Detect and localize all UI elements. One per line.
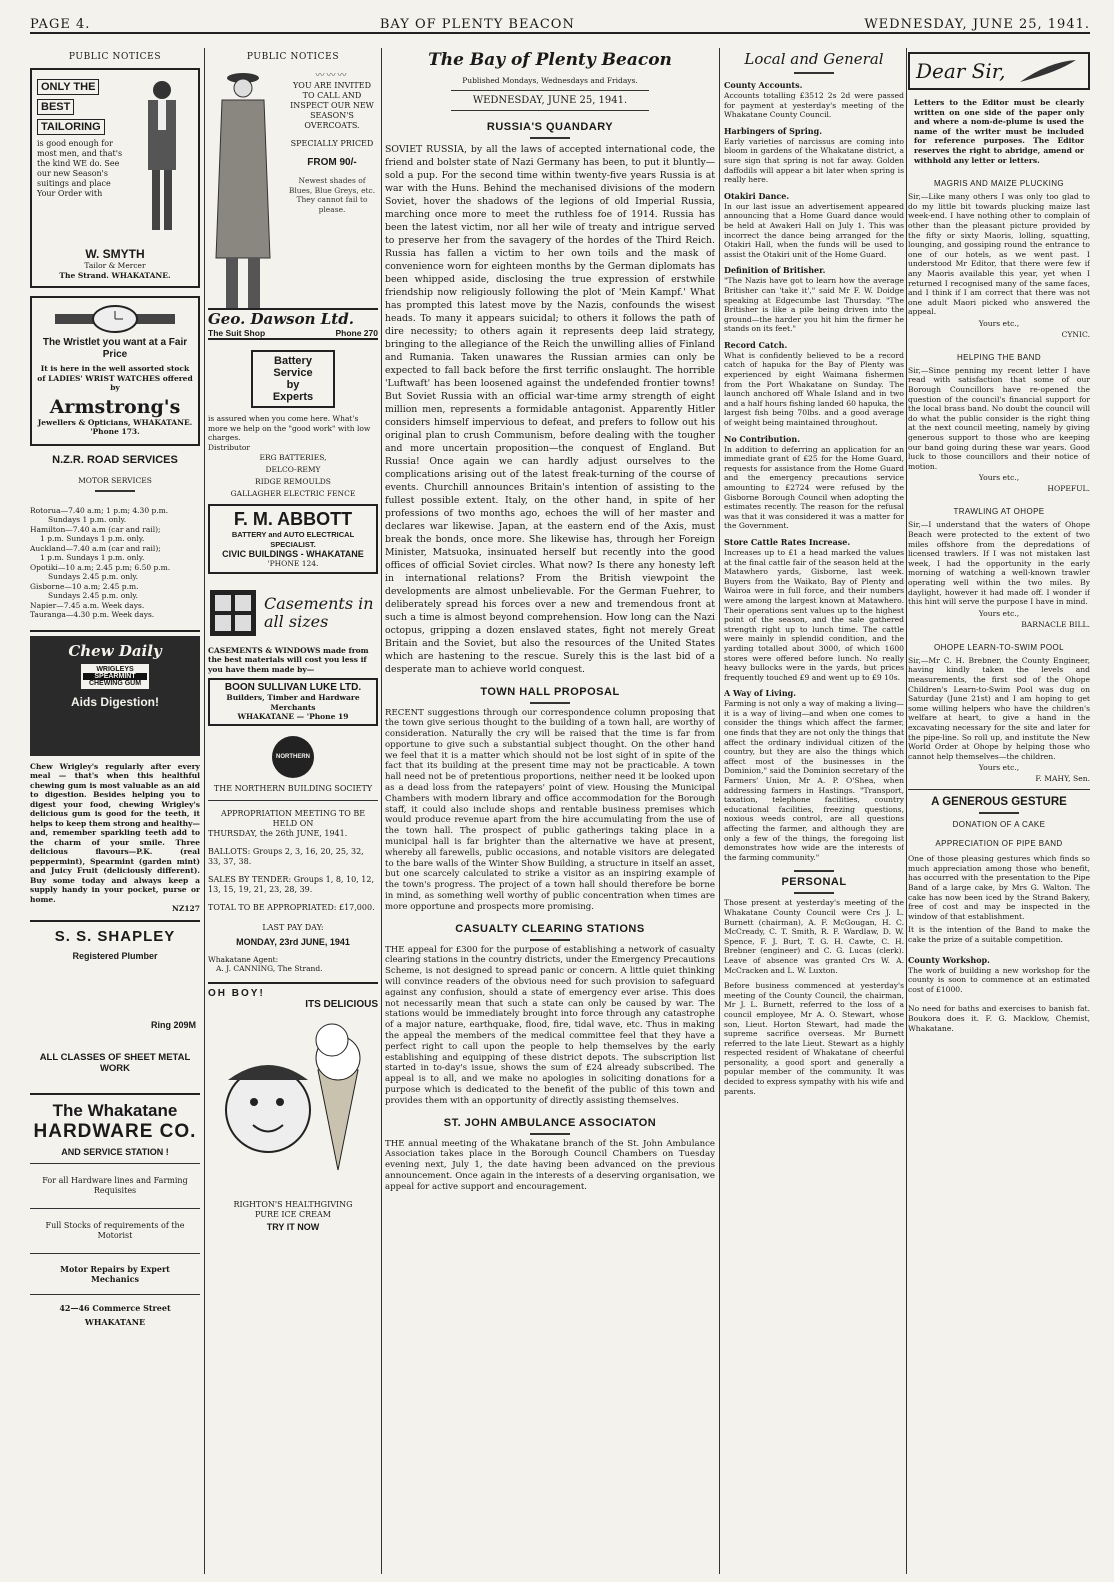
shapley-phone: Ring 209M bbox=[150, 1019, 196, 1030]
timetable-line: Hamilton—7.40 a.m (car and rail); bbox=[30, 524, 161, 534]
letter-body: Sir,—Since penning my recent letter I have read with satisfaction that some of our Borough Councillors have re-opened the question of the council's financial support for the local brass band. No doubt the council will do what the public consider is the right thing at the next council meeting, namely by giving generous support to those who are keeping our band going during these war years. Good luck to those councillors and their notice of motion. bbox=[908, 365, 1090, 471]
wrigley-headline: Chew Daily bbox=[68, 641, 162, 660]
divider bbox=[530, 137, 570, 139]
column-1 bbox=[30, 48, 200, 1574]
dawson-price: FROM 90/- bbox=[307, 157, 357, 168]
article-body: THE appeal for £300 for the purpose of establishing a network of casualty clearing stations in the country districts, under the Emergency Precautions Scheme, is not designed to spread panic or concern. A little quiet thinking will convince readers of the obvious need for such provision to safeguard against any confusion, should a state of emergency ever arise. This does not necessarily mean that such a state can only be caused by war. The stations would be immediately brought into force through any catastrophe of a major nature, earthquake, flood, fire, tidal wave, etc. Thus in making the appeal the members of the medical committee feel that they have a perfect right to call upon the people to help themselves by the early establishing and equipping of these district depots. The subscription list started in to-day's issue, shows the sum of £24 already subscribed. The appeal is to all, and we make no apologies in soliciting donations for a purpose which is dedicated to the benefit of the public of this town and provides them with an opportunity of directly assisting themselves. bbox=[385, 944, 715, 1106]
oh-boy: OH BOY! bbox=[208, 987, 265, 999]
divider bbox=[530, 939, 570, 941]
news-body: Early varieties of narcissus are coming into bloom in gardens of the Whakatane district, a sure sign that spring is not far away. Golden daffodils will appear a bit later when spring is really here. bbox=[724, 136, 904, 185]
hardware-town: WHAKATANE bbox=[84, 1316, 146, 1327]
dawson-advert: 〰〰〰 YOU ARE INVITED TO CALL AND INSPECT OUR NEW SEASON'S OVERCOATS. SPECIALLY PRICED FROM 90/- Newest shades of Blues, Blue Greys, etc. They cannot fail to please. Geo. Dawson Ltd. The Suit Shop Phone 270 bbox=[208, 68, 378, 338]
abbott-phone: 'PHONE 124. bbox=[267, 559, 319, 568]
article-heading: CASUALTY CLEARING STATIONS bbox=[455, 922, 645, 935]
wrigley-code: NZ127 bbox=[172, 904, 200, 913]
letter-signature: HOPEFUL. bbox=[1047, 484, 1090, 494]
news-heading: A Way of Living. bbox=[724, 688, 797, 699]
column-3-editorial bbox=[385, 48, 715, 1574]
shapley-role: Registered Plumber bbox=[72, 950, 158, 961]
dear-sir-text: Dear Sir, bbox=[916, 59, 1006, 83]
battery-service-box bbox=[251, 350, 335, 408]
ice-line-1: RIGHTON'S HEALTHGIVING bbox=[233, 1199, 353, 1209]
divider bbox=[30, 1294, 200, 1295]
divider bbox=[908, 789, 1090, 790]
article-body: SOVIET RUSSIA, by all the laws of accepted international code, the friend and bolster state of Nazi Germany has been, to put it bluntly—sold a pup. For the second time within twenty-five years Russia is at war with the Huns. Behind the mechanised divisions of the modern Soviet, hover the shadows of the legions of old Imperial Russia, marching once more to meet the ruthless foe of 1914. Russia has been the latest victim, nor all her wile of treaty and intrigue served to preserve her from the savagery of the hordes of the Third Reich. Russia has fallen a victim to her own toils and the mask of convenience worn for eighteen months by the German diplomats has been whipped aside, disclosing the true expression of erstwhile friendship now religiously following the plot of 'Mein Kampf.' What has prompted this latest move by the Nazis, confounds the wisest heads. To many it appears suicidal; to others it follows the path of dire necessity; to others again it represents deep laid strategy, bringing to the allegiance of the Reich the unwilling allies of Finland and Rumania. Taken unawares the Russian armies can only be expected to fall back before the first terrific onslaught. The horrible 'Luftwaft' has been loosened against the undefended frontier towns! But Soviet Russia with an official war-time army strength of eight million men, represents a formidable antagonist. Apparently Hitler considers himself impervious to defeat, and prefers to follow out his original plan to crush Communism, before dealing with the tougher and more uncertain proposition—the conquest of England. But Russia! Once again we can hardly adjust ourselves to the complications arising out of the latest freak-turning of the course of events. Churchill announces Britain's intention of assisting to the fullest possible extent. Italy, on the other hand, in spite of her professions of two months ago, echoes the will of her master and declares war likewise. Japan, at the eastern end of the Axis, must break the bonds, once more. She likewise has, through her Foreign Minister, Matsuoka, insinuated herself but recently into the good offices of official Soviet circles. What now? Is there any honesty left in international relations? From the British viewpoint the developments are almost unbelievable. For the German Fuehrer, to deliberately spread his forces over a new and tremendous front at such a time is almost beyond comprehension. How long can the Nazi octopus, gripping a dozen enslaved states, fight not merely Great Britain and the Soviet, but also the resources of the United States which are hastening to the rescue. Surely this is the last bid of a desperate man to achieve world conquest. bbox=[385, 143, 715, 675]
editorial-date: WEDNESDAY, JUNE 25, 1941. bbox=[472, 94, 628, 106]
divider bbox=[530, 702, 570, 704]
smyth-line-1: ONLY THE bbox=[37, 79, 99, 95]
by-word: by bbox=[286, 379, 300, 391]
news-body: Increases up to £1 a head marked the values at the final cattle fair of the season held at the Matawhero yards, Gisborne, last week. Buyers from the Waikato, Bay of Plenty and Wairoa were in full force, and their numbers were among the largest known at Matawhero. Their operations sent values up to the highest point of the season, and the sale gathered strength right up to lunch time. The cattle were mainly in splendid condition, and the yarding totalled about 3000, of which 1600 stores were offered before lunch. No really heavy bullocks were in the yards, but prices frequently touched £9 and went up to £9 10s. bbox=[724, 547, 904, 682]
wrigley-starburst bbox=[30, 636, 200, 756]
hardware-advert bbox=[30, 1093, 200, 1327]
armstrong-advert bbox=[30, 296, 200, 446]
news-heading: Harbingers of Spring. bbox=[724, 125, 822, 136]
divider bbox=[979, 812, 1019, 814]
nzr-title: N.Z.R. ROAD SERVICES bbox=[52, 454, 178, 466]
boon-advert bbox=[208, 584, 378, 726]
smyth-advert bbox=[30, 68, 200, 288]
shapley-advert bbox=[30, 920, 200, 1093]
abbott-address: CIVIC BUILDINGS - WHAKATANE bbox=[222, 549, 364, 559]
section-label: PUBLIC NOTICES bbox=[68, 52, 162, 62]
letter-signature: F. MAHY, Sen. bbox=[1035, 774, 1090, 784]
abbott-body: is assured when you come here. What's more we help on the "good work" with low charges. bbox=[208, 414, 371, 442]
divider bbox=[794, 72, 834, 74]
abbott-distributor: Distributor bbox=[208, 442, 251, 452]
article-body: THE annual meeting of the Whakatane branch of the St. John Ambulance Association takes place in the Borough Council Chambers on Tuesday evening next, July 1, the date having been advanced on the previous announcement. Once again in the interests of a deserving organisation, we appeal for active support and encouragement. bbox=[385, 1138, 715, 1192]
shapley-name: S. S. SHAPLEY bbox=[54, 927, 176, 945]
news-body: In our last issue an advertisement appeared announcing that a Home Guard dance would be held at Awakeri Hall on July 1. This was incorrect the dance being arranged for the Otakiri Hall, when the funds will be used to assist the Otakiri unit of the Home Guard. bbox=[724, 201, 904, 259]
dawson-phone: Phone 270 bbox=[335, 328, 378, 338]
quill-pen-icon bbox=[1018, 58, 1078, 84]
paper-name: BAY OF PLENTY BEACON bbox=[379, 17, 575, 32]
local-general-title: Local and General bbox=[744, 50, 884, 68]
timetable-line: Sundays 2.45 p.m. only. bbox=[48, 591, 139, 600]
column-rule bbox=[204, 48, 205, 1574]
gesture-subheading: DONATION OF A CAKE bbox=[952, 820, 1046, 830]
letter-heading: MAGRIS AND MAIZE PLUCKING bbox=[933, 179, 1065, 189]
ice-line-2: PURE ICE CREAM bbox=[254, 1209, 331, 1219]
gum-type: CHEWING GUM bbox=[88, 679, 142, 687]
boon-script: Casements in all sizes bbox=[264, 593, 374, 631]
smyth-line-3: TAILORING bbox=[37, 119, 105, 135]
tender-groups: SALES BY TENDER: Groups 1, 8, 10, 12, 13, 15, 19, 21, 23, 28, 39. bbox=[208, 874, 374, 894]
letter-heading: TRAWLING AT OHOPE bbox=[953, 507, 1045, 517]
page-header bbox=[30, 8, 1090, 34]
meeting-date: THURSDAY, the 26th JUNE, 1941. bbox=[208, 828, 348, 838]
boon-name: BOON SULLIVAN LUKE LTD. bbox=[224, 682, 362, 693]
letter-body: Sir,—Mr C. H. Brebner, the County Engineer, having kindly taken the levels and measurements, the first sod of the Ohope Children's Learn-to-Swim Pool was dug on Saturday (June 21st) and I am hoping to get some willing helpers who have the children's welfare at heart, to give a hand in the excavating necessary for the site and later for the pipe-line. So roll up, and institute the New World Order at Ohope by helping those who cannot help themselves—the children. bbox=[908, 655, 1090, 761]
service-word: Service bbox=[273, 367, 313, 379]
armstrong-name: Armstrong's bbox=[49, 395, 181, 418]
last-pay-day-date: MONDAY, 23rd JUNE, 1941 bbox=[236, 936, 350, 947]
timetable-line: Gisborne—10 a.m; 2.45 p.m. bbox=[30, 581, 139, 591]
news-heading: No Contribution. bbox=[724, 433, 800, 444]
letter-closing: Yours etc., bbox=[978, 473, 1020, 483]
total-appropriated: TOTAL TO BE APPROPRIATED: £17,000. bbox=[208, 902, 375, 912]
experts-word: Experts bbox=[272, 391, 314, 403]
agent-label: Whakatane Agent: bbox=[208, 954, 279, 964]
news-heading: Otakiri Dance. bbox=[724, 190, 790, 201]
letter-heading: OHOPE LEARN-TO-SWIM POOL bbox=[934, 642, 1064, 652]
divider bbox=[208, 800, 378, 801]
issue-date: WEDNESDAY, JUNE 25, 1941. bbox=[864, 17, 1090, 32]
personal-heading: PERSONAL bbox=[781, 876, 847, 889]
workshop-body: The work of building a new workshop for the county is soon to commence at an estimated cost of £1000. bbox=[908, 965, 1090, 994]
ballot-groups: BALLOTS: Groups 2, 3, 16, 20, 25, 32, 33, 37, 38. bbox=[208, 846, 364, 866]
news-heading: Definition of Britisher. bbox=[724, 265, 826, 276]
hardware-point-3: Motor Repairs by Expert Mechanics bbox=[60, 1263, 170, 1284]
divider bbox=[794, 892, 834, 894]
divider bbox=[95, 490, 135, 492]
personal-body: Before business commenced at yesterday's meeting of the County Council, the chairman, Mr J. L. Burnett, referred to the loss of a council employee, Mr A. O. Stewart, whose son, Lieut. Horton Stewart, had made the supreme sacrifice overseas. Mr Burnett referred to the late Lieut. Stewart as a highly respected resident of Whakatane of cheerful personality, a good sport and generally a popular member of the community. It was decided to express sympathy with his wife and parents. bbox=[724, 981, 904, 1096]
smyth-body: is good enough for most men, and that's the kind WE do. See our new Season's suitings and place Your Order with bbox=[37, 139, 123, 198]
divider bbox=[530, 1133, 570, 1135]
gesture-subheading: APPRECIATION OF PIPE BAND bbox=[935, 839, 1063, 849]
armstrong-headline: The Wristlet you want at a Fair Price bbox=[42, 337, 188, 360]
nzr-road-services bbox=[30, 454, 200, 620]
agent-name: A. J. CANNING, The Strand. bbox=[216, 964, 323, 973]
timetable-line: Tauranga—4.30 p.m. Week days. bbox=[30, 610, 155, 619]
battery-word: Battery bbox=[274, 355, 312, 367]
shapley-footer: ALL CLASSES OF SHEET METAL WORK bbox=[39, 1051, 191, 1074]
timetable-line: Sundays 2.45 p.m. only. bbox=[48, 572, 139, 581]
abbott-products bbox=[208, 452, 378, 500]
last-pay-day-label: LAST PAY DAY: bbox=[262, 922, 324, 932]
letter-closing: Yours etc., bbox=[978, 318, 1020, 328]
letter-body: Sir,—I understand that the waters of Ohope Beach were protected to the extent of two miles offshore from the depredations of licensed trawlers. If I was not mistaken last week, I had the opportunity in the early morning of watching a well-known trawler operating well within the two miles. By daylight, however it had made off. I wonder if this hint will serve the purpose I have in mind. bbox=[908, 520, 1090, 607]
boukora-notice: No need for baths and exercises to banish fat. Boukora does it. F. G. Macklow, Chemist, Whakatane. bbox=[908, 1004, 1090, 1033]
northern-logo: NORTHERN bbox=[272, 736, 314, 778]
dawson-special: SPECIALLY PRICED bbox=[290, 139, 374, 148]
hardware-title-1: The Whakatane bbox=[52, 1100, 178, 1120]
column-5-letters bbox=[908, 48, 1090, 1574]
gum-brand: WRIGLEYS bbox=[96, 665, 134, 673]
tailored-man-illustration bbox=[132, 76, 192, 236]
gum-flavour: SPEARMINT bbox=[83, 673, 147, 680]
smyth-line-2: BEST bbox=[37, 99, 74, 115]
news-body: In addition to deferring an application for an immediate grant of £25 for the Home Guard, requests for assistance from the Home Guard and the emergency precautions service amounting to £2724 were refused by the Gisborne Borough Council when adopting the estimates recently. The reason for the refusal was that it was considered it was a matter for the Government. bbox=[724, 444, 904, 531]
boon-body: CASEMENTS & WINDOWS made from the best materials will cost you less if you have them made by— bbox=[208, 645, 369, 674]
news-heading: Store Cattle Rates Increase. bbox=[724, 536, 851, 547]
divider bbox=[30, 1253, 200, 1254]
hardware-point-2: Full Stocks of requirements of the Motorist bbox=[45, 1220, 185, 1240]
timetable-line: 1 p.m. Sundays 1 p.m. only. bbox=[40, 553, 145, 562]
gum-packet-icon bbox=[81, 664, 149, 689]
section-label: PUBLIC NOTICES bbox=[246, 52, 340, 62]
product-item: ERG BATTERIES, bbox=[259, 453, 327, 462]
smyth-address: The Strand. WHAKATANE. bbox=[59, 270, 171, 280]
timetable-line: Auckland—7.40 a.m (car and rail); bbox=[30, 543, 161, 553]
smyth-role: Tailor & Mercer bbox=[84, 261, 146, 270]
armstrong-body: It is here in the well assorted stock of LADIES' WRIST WATCHES offered by bbox=[37, 364, 193, 392]
hardware-subtitle: AND SERVICE STATION ! bbox=[61, 1146, 169, 1157]
product-item: DELCO-REMY bbox=[265, 465, 321, 474]
timetable-line: Opotiki—10 a.m; 2.45 p.m; 6.50 p.m. bbox=[30, 562, 171, 572]
masthead-title: The Bay of Plenty Beacon bbox=[428, 50, 672, 70]
dear-sir-banner bbox=[908, 52, 1090, 90]
meeting-notice: APPROPRIATION MEETING TO BE HELD ON bbox=[220, 808, 366, 828]
divider bbox=[30, 1208, 200, 1209]
dawson-name: Geo. Dawson Ltd. bbox=[208, 310, 354, 328]
letter-closing: Yours etc., bbox=[978, 608, 1020, 618]
divider bbox=[451, 90, 649, 91]
abbott-nameplate bbox=[208, 504, 378, 574]
hardware-title-2: HARDWARE CO. bbox=[33, 1120, 197, 1142]
dawson-shop: The Suit Shop bbox=[208, 328, 266, 338]
northern-building-society-notice bbox=[208, 736, 378, 974]
nzr-timetable bbox=[30, 506, 200, 620]
letter-signature: CYNIC. bbox=[1061, 329, 1090, 339]
ice-cream-advert bbox=[208, 982, 378, 1232]
smyth-name: W. SMYTH bbox=[85, 247, 145, 261]
window-icon bbox=[208, 588, 258, 638]
column-4-local-news bbox=[724, 48, 904, 1574]
wrigley-tagline: Aids Digestion! bbox=[70, 694, 159, 709]
gesture-body: It is the intention of the Band to make the cake the prize of a suitable competition. bbox=[908, 925, 1090, 945]
letters-editor-note: Letters to the Editor must be clearly written on one side of the paper only and where a nom-de-plume is used the name of the writer must be included for reference purposes. The Editor reserves the right to abridge, amend or withhold any letter or letters. bbox=[914, 98, 1084, 165]
boon-nameplate bbox=[208, 678, 378, 726]
gesture-heading: A GENEROUS GESTURE bbox=[931, 796, 1067, 809]
news-body: Farming is not only a way of making a living—it is a way of living—and when one comes to consider the things which affect the farmer, one finds that they are not only the things that affect the ordinary individual citizen of the country, but they are also the things which affect most of the businesses in the Dominion," said the Dominion secretary of the Farmers' Union, Mr A. P. O'Shea, when addressing farmers in Hastings. "Transport, taxation, telephone facilities, country educational facilities, freezing questions, noxious weeds control, are all questions affecting the farmer, and although they are only a few of the things, the foregoing list demonstrates how wide are the interests of the farming community." bbox=[724, 699, 904, 862]
timetable-line: Rotorua—7.40 a.m; 1 p.m; 4.30 p.m. bbox=[30, 505, 169, 515]
timetable-line: Napier—7.45 a.m. Week days. bbox=[30, 600, 145, 610]
letter-heading: HELPING THE BAND bbox=[956, 352, 1042, 362]
abbott-name: F. M. ABBOTT bbox=[233, 509, 353, 529]
boon-phone: WHAKATANE — 'Phone 19 bbox=[237, 712, 349, 721]
news-heading: County Accounts. bbox=[724, 80, 803, 90]
news-body: What is confidently believed to be a record catch of hapuka for the Bay of Plenty was experienced by eight Waimana fishermen from the Port Whakatane on Sunday. The launch anchored off Whale Island and in two and a half hours fishing landed 60 hapuka, the largest fish being 70lbs. and a good average of weight being maintained throughout. bbox=[724, 350, 904, 428]
news-body: Accounts totalling £3512 2s 2d were passed for payment at yesterday's meeting of the Whakatane County Council. bbox=[724, 91, 904, 120]
product-item: GALLAGHER ELECTRIC FENCE bbox=[230, 489, 356, 498]
abbott-specialist: BATTERY and AUTO ELECTRICAL SPECIALIST. bbox=[231, 530, 355, 549]
letter-closing: Yours etc., bbox=[978, 763, 1020, 773]
letter-signature: BARNACLE BILL. bbox=[1021, 619, 1090, 629]
abbott-advert bbox=[208, 338, 378, 574]
page-number: PAGE 4. bbox=[30, 17, 91, 32]
column-rule bbox=[719, 48, 720, 1574]
product-item: RIDGE REMOULDS bbox=[255, 477, 331, 486]
nzr-subtitle: MOTOR SERVICES bbox=[78, 476, 152, 485]
workshop-heading: County Workshop. bbox=[908, 954, 990, 965]
northern-title: THE NORTHERN BUILDING SOCIETY bbox=[213, 783, 373, 793]
dawson-shades: Newest shades of Blues, Blue Greys, etc. They cannot fail to please. bbox=[288, 176, 376, 214]
article-heading: RUSSIA'S QUANDARY bbox=[486, 120, 614, 133]
article-heading: TOWN HALL PROPOSAL bbox=[480, 685, 620, 698]
armstrong-footer: Jewellers & Opticians, WHAKATANE. 'Phone 173. bbox=[37, 417, 193, 436]
dawson-invitation: YOU ARE INVITED TO CALL AND INSPECT OUR NEW SEASON'S OVERCOATS. bbox=[290, 81, 374, 130]
wristwatch-icon bbox=[55, 305, 175, 333]
news-heading: Record Catch. bbox=[724, 339, 788, 350]
column-rule bbox=[906, 48, 907, 1574]
divider bbox=[30, 1163, 200, 1164]
gesture-body: One of those pleasing gestures which finds so much appreciation among those who benefit, has occurred with the presentation to the Pipe Band of a large cake, by Mrs G. Walton. The cake has now been iced by the Strand Bakery, free of cost and may be inspected in the window of that establishment. bbox=[908, 854, 1090, 921]
boon-trade: Builders, Timber and Hardware Merchants bbox=[226, 693, 360, 712]
child-ice-cream-illustration bbox=[208, 1010, 378, 1200]
letter-body: Sir,—Like many others I was only too glad to do my little bit towards plucking maize last week-end. I have nothing other to complain of other than the pleasant picture provided by the fifty or sixty Maoris, lolling, squatting, lounging, and gossiping round the entrance to one of our hotels, as we went past. I understood Mr Editor, that there were few if any Maoris available this year, yet when I returned I recognised many of the same faces, and I think if I am correct that there was not one adult Maori picked who answered the appeal. bbox=[908, 192, 1090, 317]
divider bbox=[794, 870, 834, 872]
timetable-line: 1 p.m. Sundays 1 p.m. only. bbox=[40, 534, 145, 543]
column-2 bbox=[208, 48, 378, 1574]
article-heading: ST. JOHN AMBULANCE ASSOCIATON bbox=[443, 1116, 657, 1129]
wrigley-advert bbox=[30, 630, 200, 914]
divider bbox=[451, 110, 649, 111]
its-delicious: ITS DELICIOUS bbox=[305, 998, 378, 1010]
hardware-address: 42—46 Commerce Street bbox=[59, 1302, 171, 1313]
personal-body: Those present at yesterday's meeting of the Whakatane County Council were Crs J. L. Burnett (chairman), A. F. McGougan, H. C. McCready, C. T. Smith, R. F. Wardlaw, D. W. Spence, F. J. Burt, T. G. H. Cawte, C. H. Brebner (engineer) and C. G. Lucas (clerk). Leave of absence was granted Crs W. A. McCracken and L. W. Luxton. bbox=[724, 898, 904, 975]
wrigley-body: Chew Wrigley's regularly after every meal — that's when this healthful chewing gum is most valuable as an aid to digestion. Besides helping you to digest your food, chewing Wrigley's delicious gum is good for the teeth, it helps to keep them strong and healthy— and, remember sparkling teeth add to the charm of your smile. Three delicious flavours—P.K. (real peppermint), Spearmint (garden mint) and Juicy Fruit (deliciously different). Buy some today and always keep a supply handy in your pocket, purse or home. bbox=[30, 761, 200, 904]
overcoat-man-illustration bbox=[208, 68, 278, 318]
news-body: "The Nazis have got to learn how the average Britisher can 'take it'," said Mr F. W. Doidge speaking at Edgecumbe last Thursday. "The Britisher is like a pile being driven into the ground—the harder you hit him the firmer he stands on its feet." bbox=[724, 276, 904, 334]
timetable-line: Sundays 1 p.m. only. bbox=[48, 515, 127, 524]
article-body: RECENT suggestions through our correspondence column proposing that the town give serious thought to the building of a town hall, are worthy of consideration. Naturally the cry will be raised that the time is far from opportune to give such a substantial subject thought. On the other hand we feel that it is a matter which should not be lost sight of in spite of the fact that its building at the present time may not be practicable. A town hall need not be of pretentious proportions, neither need it be looked upon as a dead loss from the ratepayers' point of view. Housing the Municipal Chambers with modern library and office accommodation for the Borough staff, it could also include shops and rentable business premises which would produce revenue apart from the hire accumulating from the use of the town hall. The prospect of public gatherings taking place in a municipal hall is far brighter than the alternative we have at present, whereby all farewells, public occasions, and notable visitors are delegated to the bare walls of the Winter Show Building, a structure in itself an asset, but one scarcely calculated to strike a visitor as an inspiring example of the town's progress. The project of a town hall should therefore be borne in mind, as something well worthy of public concentration when times are more opportune and prospects more promising. bbox=[385, 707, 715, 912]
hardware-point-1: For all Hardware lines and Farming Requisites bbox=[42, 1175, 188, 1195]
ice-line-3: TRY IT NOW bbox=[266, 1221, 320, 1232]
column-rule bbox=[381, 48, 382, 1574]
publication-days: Published Mondays, Wednesdays and Fridays. bbox=[462, 76, 638, 85]
